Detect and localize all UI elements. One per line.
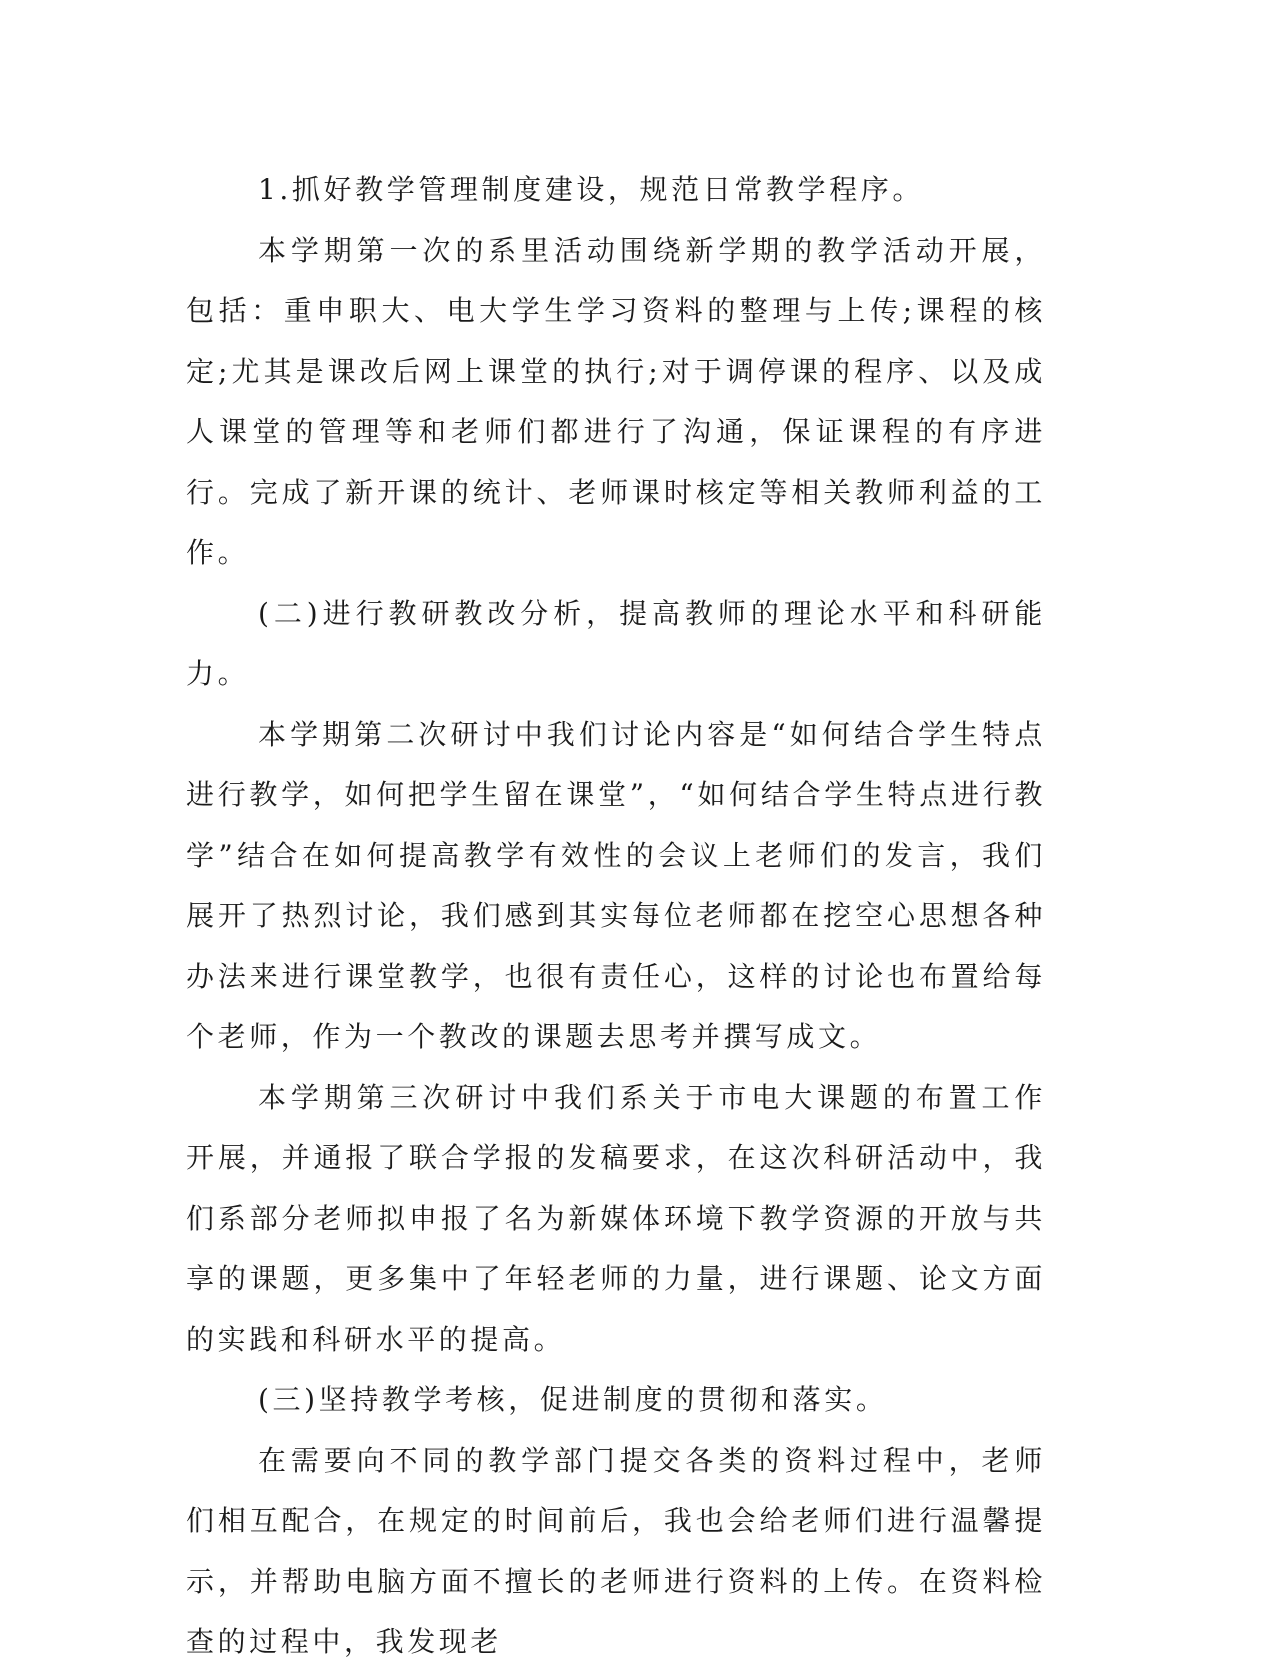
- paragraph-body: 本学期第二次研讨中我们讨论内容是“如何结合学生特点进行教学，如何把学生留在课堂”，“如何结合学生特点进行教学”结合在如何提高教学有效性的会议上老师们的发言，我们展开了热烈讨论，我们感到其实每位老师都在挖空心思想各种办法来进行课堂教学，也很有责任心，这样的讨论也布置给每个老师，作为一个教改的课题去思考并撰写成文。: [186, 717, 1046, 1053]
- paragraph-body: 本学期第三次研讨中我们系关于市电大课题的布置工作开展，并通报了联合学报的发稿要求，在这次科研活动中，我们系部分老师拟申报了名为新媒体环境下教学资源的开放与共享的课题，更多集中了年轻老师的力量，进行课题、论文方面的实践和科研水平的提高。: [186, 1080, 1046, 1356]
- document-body: [186, 160, 1046, 1673]
- paragraph-heading-2: (二)进行教研教改分析，提高教师的理论水平和科研能力。: [186, 596, 1046, 690]
- paragraph-body: 在需要向不同的教学部门提交各类的资料过程中，老师们相互配合，在规定的时间前后，我也会给老师们进行温馨提示，并帮助电脑方面不擅长的老师进行资料的上传。在资料检查的过程中，我发现老: [186, 1443, 1046, 1658]
- paragraph-heading-3: (三)坚持教学考核，促进制度的贯彻和落实。: [258, 1383, 888, 1416]
- paragraph-body: 本学期第一次的系里活动围绕新学期的教学活动开展，包括：重申职大、电大学生学习资料的整理与上传;课程的核定;尤其是课改后网上课堂的执行;对于调停课的程序、以及成人课堂的管理等和老师们都进行了沟通，保证课程的有序进行。完成了新开课的统计、老师课时核定等相关教师利益的工作。: [186, 233, 1046, 569]
- paragraph-heading-1: 1.抓好教学管理制度建设，规范日常教学程序。: [258, 173, 924, 206]
